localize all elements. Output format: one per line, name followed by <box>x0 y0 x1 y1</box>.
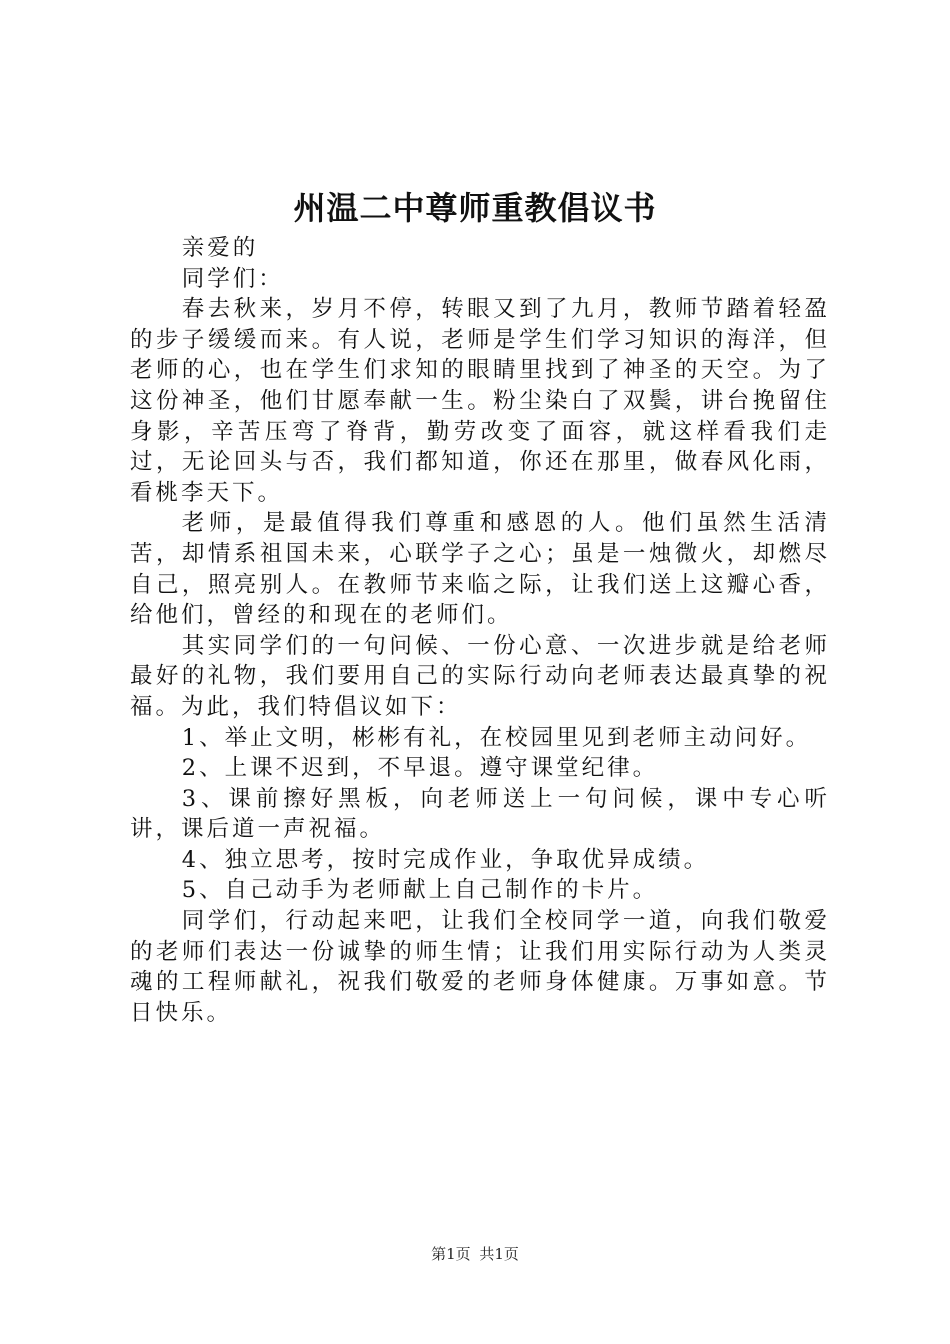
document-title: 州温二中尊师重教倡议书 <box>293 189 657 227</box>
proposal-item-2: 2、上课不迟到，不早退。遵守课堂纪律。 <box>181 755 659 782</box>
salutation-line-1: 亲爱的 <box>181 235 259 261</box>
document-body <box>130 233 830 1028</box>
proposal-item-3: 3、课前擦好黑板，向老师送上一句问候，课中专心听讲，课后道一声祝福。 <box>130 785 830 843</box>
proposal-item-5: 5、自己动手为老师献上自己制作的卡片。 <box>181 877 659 904</box>
paragraph-proposal: 其实同学们的一句问候、一份心意、一次进步就是给老师最好的礼物，我们要用自己的实际行动向老师表达最真挚的祝福。为此，我们特倡议如下： <box>130 632 830 720</box>
paragraph-closing: 同学们，行动起来吧，让我们全校同学一道，向我们敬爱的老师们表达一份诚挚的师生情；让我们用实际行动为人类灵魂的工程师献礼，祝我们敬爱的老师身体健康。万事如意。节日快乐。 <box>130 908 830 1026</box>
proposal-item-4: 4、独立思考，按时完成作业，争取优异成绩。 <box>181 846 710 873</box>
proposal-item-1: 1、举止文明，彬彬有礼，在校园里见到老师主动问好。 <box>181 724 812 751</box>
page-total: 共1页 <box>479 1245 519 1263</box>
salutation-line-2: 同学们： <box>181 265 284 292</box>
page-number: 第1页 <box>431 1245 471 1263</box>
page-footer <box>0 1244 950 1264</box>
paragraph-intro: 春去秋来，岁月不停，转眼又到了九月，教师节踏着轻盈的步子缓缓而来。有人说，老师是学生们学习知识的海洋，但老师的心，也在学生们求知的眼睛里找到了神圣的天空。为了这份神圣，他们甘愿奉献一生。粉尘染白了双鬓，讲台挽留住身影，辛苦压弯了脊背，勤劳改变了面容，就这样看我们走过，无论回头与否，我们都知道，你还在那里，做春风化雨，看桃李天下。 <box>130 296 830 506</box>
paragraph-teachers: 老师，是最值得我们尊重和感恩的人。他们虽然生活清苦，却情系祖国未来，心联学子之心；虽是一烛微火，却燃尽自己，照亮别人。在教师节来临之际，让我们送上这瓣心香，给他们，曾经的和现在的老师们。 <box>130 510 830 629</box>
